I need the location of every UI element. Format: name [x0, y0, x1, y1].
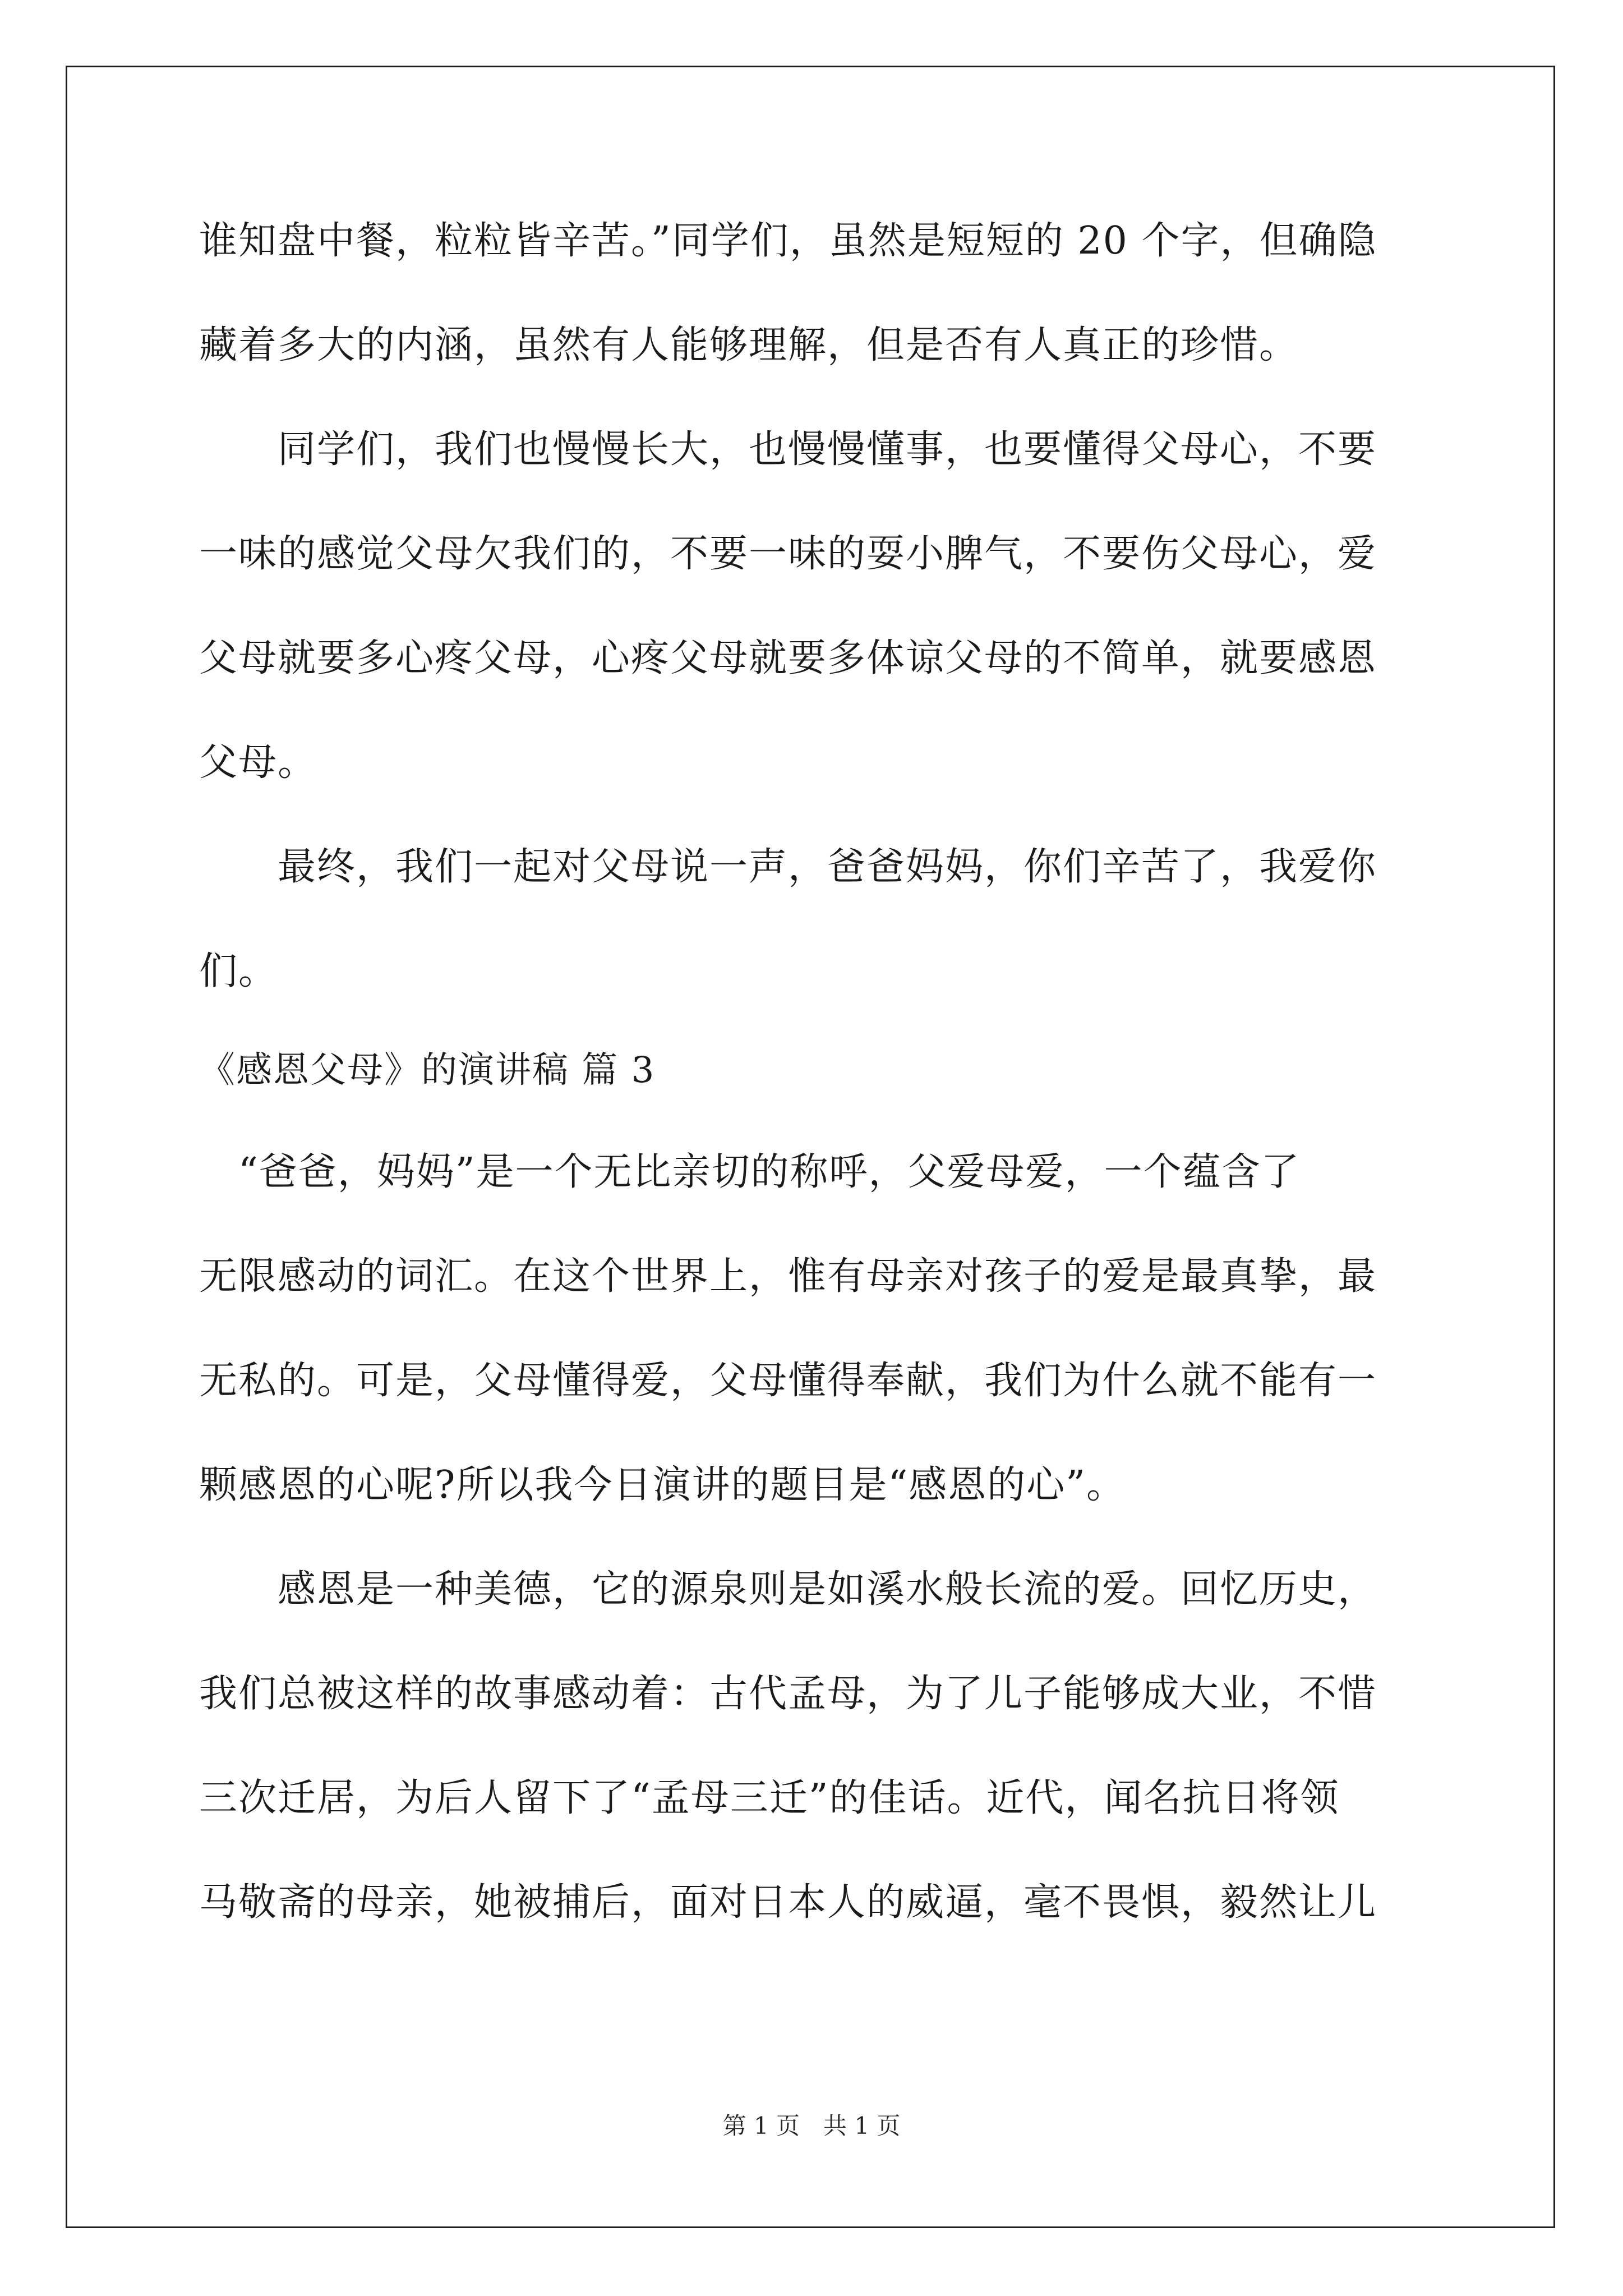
text-line: 颗感恩的心呢?所以我今日演讲的题目是“感恩的心”。: [199, 1463, 1126, 1507]
text-line: 最终，我们一起对父母说一声，爸爸妈妈，你们辛苦了，我爱你: [199, 845, 1377, 889]
text-line: 马敬斋的母亲，她被捕后，面对日本人的威逼，毫不畏惧，毅然让儿: [199, 1880, 1377, 1925]
text-line: 们。: [199, 949, 278, 993]
text-line: 藏着多大的内涵，虽然有人能够理解，但是否有人真正的珍惜。: [199, 323, 1299, 367]
text-line: 三次迁居，为后人留下了“孟母三迁”的佳话。近代，闻名抗日将领: [199, 1776, 1340, 1820]
text-line: 父母就要多心疼父母，心疼父母就要多体谅父母的不简单，就要感恩: [199, 636, 1377, 680]
text-line: 一味的感觉父母欠我们的，不要一味的耍小脾气，不要伤父母心，爱: [199, 532, 1377, 576]
text-line: 无私的。可是，父母懂得爱，父母懂得奉献，我们为什么就不能有一: [199, 1359, 1377, 1403]
page-footer: 第 1 页 共 1 页: [722, 2112, 901, 2139]
text-line: 谁知盘中餐，粒粒皆辛苦。”同学们，虽然是短短的 20 个字，但确隐: [199, 219, 1377, 263]
text-line: 我们总被这样的故事感动着：古代孟母，为了儿子能够成大业，不惜: [199, 1672, 1377, 1716]
text-line: 感恩是一种美德，它的源泉则是如溪水般长流的爱。回忆历史，: [199, 1567, 1377, 1612]
text-line: 父母。: [199, 740, 317, 785]
section-heading: 《感恩父母》的演讲稿 篇 3: [199, 1050, 656, 1091]
text-line: “爸爸，妈妈”是一个无比亲切的称呼，父爱母爱，一个蕴含了: [199, 1150, 1301, 1194]
text-line: 同学们，我们也慢慢长大，也慢慢懂事，也要懂得父母心，不要: [199, 427, 1377, 472]
text-line: 无限感动的词汇。在这个世界上，惟有母亲对孩子的爱是最真挚，最: [199, 1254, 1377, 1299]
